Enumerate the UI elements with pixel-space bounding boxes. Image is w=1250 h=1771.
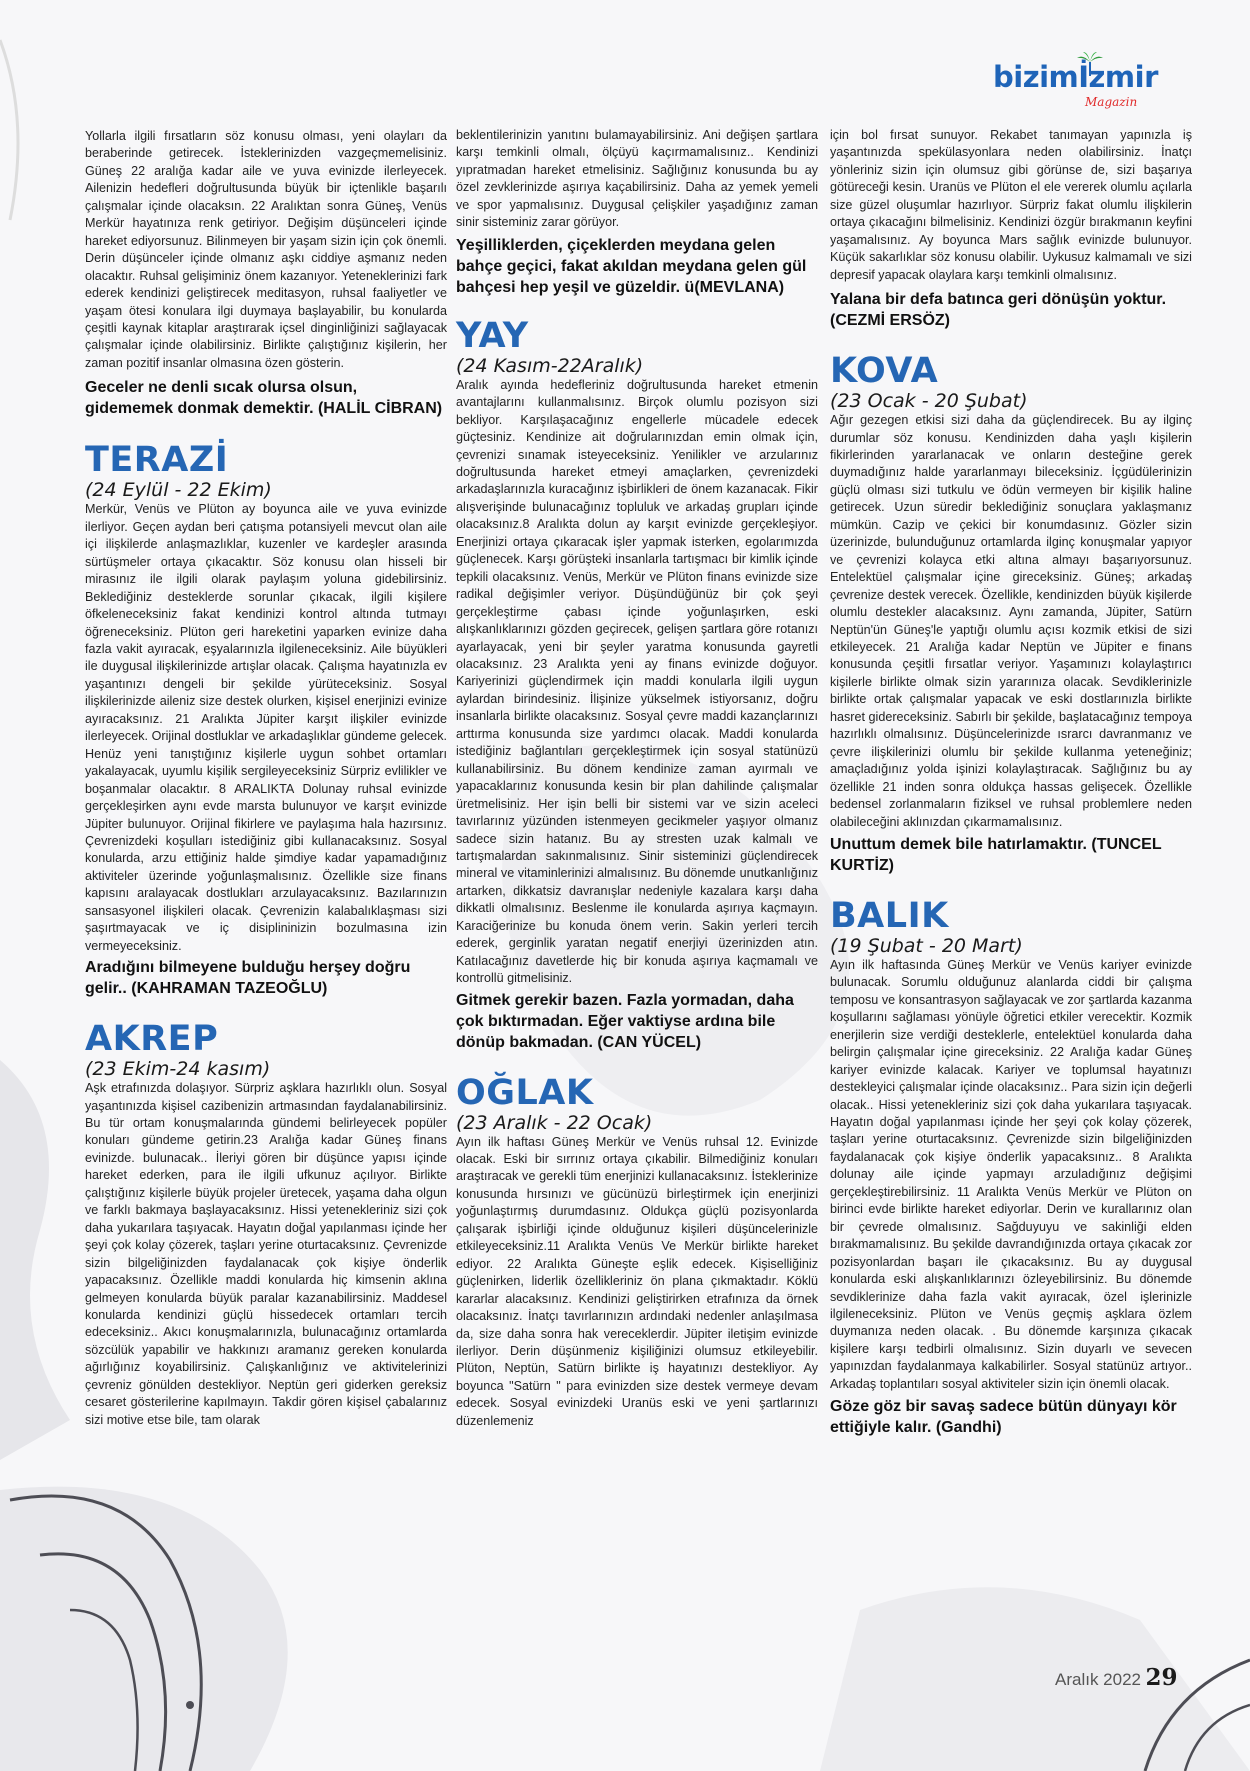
sign-heading-akrep: AKREP	[85, 1019, 219, 1060]
sign-heading-kova: KOVA	[830, 351, 939, 392]
article-column-2	[456, 127, 818, 1430]
sign-date-range: (19 Şubat - 20 Mart)	[830, 934, 1023, 957]
body-text: için bol fırsat sunuyor. Rekabet tanımayan yapınızla iş yaşantınızda spekülasyonlara neden olabilirsiniz. İnatçı yönleriniz sizin için olumsuz gibi görünse de, sizi başarıya götüreceği kesin. Uranüs ve Plüton el ele vererek olumlu açılarla size güzel oluşumlar hazırlıyor. Sürpriz fakat olumlu ilişkilerin ortaya çıkacağını bilmelisiniz. Kendinizi özgür bırakmanın keyfini yaşamalısınız. Ay boyunca Mars sağlık evinizde bulunuyor. Küçük sakarlıklar söz konusu olabilir. Uykusuz kalmamalı ve sizi depresif yapacak olaylara karşı temkinli olmalısınız.	[830, 128, 1192, 282]
article-column-1	[85, 128, 447, 1429]
body-text: beklentilerinizin yanıtını bulamayabilirsiniz. Ani değişen şartlara karşı temkinli olmalı, ölçüyü kaçırmamalısınız.. Kendinizi yıpratmadan hareket etmelisiniz. Sağlığınız konusunda bu ay özel zevklerinizde aşırıya kaçabilirsiniz. Daha az yemek yemeli ve spor yapmalısınız. Duygusal çelişkiler yaşadığınız zaman sinir sisteminiz zarar görüyor.	[456, 128, 818, 230]
body-text: Ayın ilk haftasında Güneş Merkür ve Venüs kariyer evinizde bulunacak. Sorumlu olduğunuz alanlarda ciddi bir çalışma temposu ve konsantrasyon sağlayacak ve zor şartlarda kazanma koşullarını sağlaması yönüyle öğretici etkiler verecektir. Kozmik enerjilerin size verdiği desteklerle, entelektüel konularda daha belirgin çalışmalar içine gireceksiniz. 22 Aralığa kadar Güneş kariyer evinizde kalacak. Kariyer ve toplumsal hayatınızı destekleyici çalışmalar içinde olacaksınız.. Para sizin için değerli olacak.. Hissi yetenekleriniz sizi çok daha yukarılara taşıyacak. Hayatın doğal yapılanması içinde her şeyi çok kolay çözerek, taşları yerine oturtacaksınız. Çevrenizde sizin bilgeliğinizden faydalanacak çok kişiye önderlik yapacaksınız.. 8 Aralıkta dolunay aile içinde yapmayı arzuladığınız değişimi gerçekleştirebilirsiniz. 11 Aralıkta Venüs Merkür ve Plüton on birinci evde birlikte hareket ediyorlar. Derin ve kurallarınız olan bir çevrede olmalısınız. Sağduyuyu ve sakinliği elden bırakmamalısınız. Bu şekilde davrandığınızda ortaya çıkacak zor pozisyonlardan başarı ile çıkacaksınız. Bu ay duygusal konularda eski alışkanlıklarınızı özleyebilirsiniz. Bu dönemde sevdiklerinize daha fazla vakit ayıracak, özel işlerinizle ilgileneceksiniz. Plüton ve Venüs geçmiş aşklara özlem duymanıza neden olacak. . Bu dönemde karşınıza çıkacak kişilere karşı tedbirli olmalısınız. Sizin duyarlı ve sevecen yapınızdan faydalanmaya kalkabilirler. Sosyal statünüz artıyor.. Arkadaş toplantıları sosyal aktiviteler sizin için önemli olacak.	[830, 957, 1192, 1391]
pull-quote: Yalana bir defa batınca geri dönüşün yoktur. (CEZMİ ERSÖZ)	[830, 291, 1167, 330]
article-column-3	[830, 127, 1192, 1438]
pull-quote: Aradığını bilmeyene bulduğu herşey doğru gelir.. (KAHRAMAN TAZEOĞLU)	[85, 959, 411, 998]
sign-heading-oglak: OĞLAK	[456, 1072, 594, 1113]
body-text: Ağır gezegen etkisi sizi daha da güçlendirecek. Bu ay ilginç durumlar söz konusu. Kendinizden daha yaşlı kişilerin fikirlerinden yararlanacak ve onların desteğine gerek duymadığınız halde yararlanmayı bileceksiniz. İçgüdülerinizin güçlü olması sizi tutkulu ve ödün vermeyen bir kişilik haline getirecek. Uzun süredir beklediğiniz sonuçlara yaklaşmanız mümkün. Cazip ve çekici bir konumdasınız. Gözler sizin üzerinizde, bulunduğunuz ortamlarda ilginç konuşmalar yapıyor ve çevrenizi kolayca etki altına almayı başarıyorsunuz. Entelektüel çalışmalar içine gireceksiniz. Güneş; arkadaş çevrenize destek verecek. Özellikle, kendinizden büyük kişilerde olumlu destekler alacaksınız. Aynı zamanda, Jüpiter, Satürn Neptün'ün Güneş'le yaptığı olumlu açısı kozmik etkisi de sizi etkileyecek. 21 Aralığa kadar Neptün ve Jüpiter e finans konusunda çeşitli fırsatlar veriyor. Yaşamınızı kolaylaştırıcı kişilerle birlikte olmak sizin yararınıza olacak. Sevdiklerinizle birlikte ortak çalışmalar yapacak ve eski dostlarınızla birlikte hasret gidereceksiniz. Sabırlı bir şekilde, başlatacağınız tempoya hazırlıklı olmalısınız. Düşüncelerinizde ısrarcı davranmanız ve çevre ilişkilerinizi olumlu bir şekilde kullanma yeteneğiniz; amaçladığınız yolda işinizi kolaylaştıracak. Sağlığınız bu ay özellikle 21 inden sonra oldukça hassas gelişecek. Özellikle bedensel zorlanmaların fiziksel ve ruhsal problemlere neden olabileceğini aklınızdan çıkarmamalısınız.	[830, 413, 1192, 829]
body-text: Aşk etrafınızda dolaşıyor. Sürpriz aşklara hazırlıklı olun. Sosyal yaşantınızda kişisel cazibenizin artmasından faydalanabilirsiniz. Bu tür ortam konuşmalarında gündemi belirleyecek popüler konuları gündeme getirin.23 Aralığa kadar Güneş finans evinizde. bulunacak.. İleriyi gören bir düşünce yapısı içinde hareket ederken, para ile ilgili ufkunuz açılıyor. Birlikte çalıştığınız kişilerle büyük projeler üretecek, yaşama daha olgun ve farklı bakmaya başlayacaksınız. Hissi yetenekleriniz sizi çok daha yukarılara taşıyacak. Hayatın doğal yapılanması içinde her şeyi çok kolay çözerek, taşları yerine oturtacaksınız. Çevrenizde sizin bilgeliğinizden faydalanacak çok kişiye önderlik yapacaksınız. Özellikle maddi konularda hiç kimsenin aklına gelmeyen konularda büyük paralar kazanabilirsiniz. Maddesel konularda kendinizi güçlü hissedecek ortamları tercih edeceksiniz.. Akıcı konuşmalarınızla, bulunacağınız ortamlarda sözcülük yapabilir ve hakkınızı aramanız gereken konularda ağırlığınız koyabilirsiniz. Çalışkanlığınız ve aktivitelerinizi çevreniz gönülden destekliyor. Neptün geri giderken gereksiz cesaret gösterilerine kapılmayın. Takdir gören kişisel çabalarınız sizi motive etse bile, tam olarak	[85, 1081, 447, 1427]
sign-heading-balik: BALIK	[830, 895, 949, 936]
body-text: Aralık ayında hedefleriniz doğrultusunda hareket etmenin avantajlarını kullanmalısınız. Birçok olumlu pozisyon sizi bekliyor. Karşılaşacağınız engellerle mücadele edecek güçtesiniz. Kendinize ait doğrularınızdan emin olmak için, çevrenizi sınamak isteyeceksiniz. Yenilikler ve arzularınız doğrultusunda hareket etmeyi amaçlarken, çevrenizdeki arkadaşlarınızla kuracağınız işbirlikleri de önem kazanacak. Fikir alışverişinde bulunacağınız topluluk ve arkadaş grupları içinde olacaksınız.8 Aralıkta dolun ay karşıt evinizde gerçekleşiyor. Enerjinizi ortaya çıkaracak işler yapmak isterken, egolarımızda güçlenecek. Karşı görüşteki insanlarla tartışmacı bir kimlik içinde tepkili olacaksınız. Venüs, Merkür ve Plüton finans evinizde size radikal değişimler veriyor. Düşündüğünüz bir çok şeyi gerçekleştirme çabası içinde yoğunlaşırken, eski alışkanlıklarınızı gözden geçirecek, gelişen şartlara göre rotanızı ayarlayacak, yeni bir şeyler yaratma konusunda gayretli olacaksınız. 23 Aralıkta yeni ay finans evinizde doğuyor. Kariyerinizi güçlendirmek için maddi konularla ilgili uygun aylardan birindesiniz. İlişinize yükselmek istiyorsanız, doğru insanlarla birlikte olacaksınız. Sosyal çevre maddi kazançlarınızı arttırma konusunda size yardımcı olacak. Maddi konularda istediğiniz bağlantıları gerçekleştirmek için sosyal statünüzü kullanabilirsiniz. Bu dönem kendinize zaman ayırmalı ve yapacaklarınız konusunda kesin bir plan dahilinde çalışmalar üretmelisiniz. Her işin belli bir sistemi var ve sizin aceleci tavırlarınız yüzünden istenmeyen gecikmeler yaşıyor olmanız sadece sizin hatanız. Bu ay stresten uzak kalmalı ve tartışmalardan sakınmalısınız. Sinir sisteminizi güçlendirecek mineral ve vitaminlerinizi almalısınız. Bu dönemde unutkanlığınız artarken, dikkatsiz davranışlar nedeniyle kazalara karşı daha dikkatli olmalısınız. Beslenme ile konularda aşırıya kaçmayın. Karaciğerinize bu konuda önem verin. Sakin yerleri tercih ederek, gerginlik yaratan negatif enerjiyi üzerinizden atın. Katılacağınız davetlerde hiç bir konuda aşırıya kaçmamalı ve kontrollü gitmelisiniz.	[456, 377, 818, 986]
page-number: 29	[1145, 1664, 1178, 1691]
page-footer	[1055, 1664, 1177, 1691]
sign-date-range: (24 Kasım-22Aralık)	[456, 354, 644, 377]
sign-date-range: (24 Eylül - 22 Ekim)	[85, 479, 272, 502]
pull-quote: Gitmek gerekir bazen. Fazla yormadan, daha çok bıktırmadan. Eğer vaktiyse ardına bile dönüp bakmadan. (CAN YÜCEL)	[456, 991, 794, 1051]
brand-subtitle: Magazin	[1085, 95, 1138, 109]
pull-quote: Yeşilliklerden, çiçeklerden meydana gelen bahçe geçici, fakat akıldan meydana gelen gül bahçesi hep yeşil ve güzeldir. ü(MEVLANA)	[456, 236, 807, 296]
sign-date-range: (23 Aralık - 22 Ocak)	[456, 1111, 653, 1134]
sign-heading-terazi: TERAZİ	[85, 440, 229, 481]
body-text: Yollarla ilgili fırsatların söz konusu olması, yeni olayları da beraberinde getirecek. İsteklerinizden vazgeçmemelisiniz. Güneş 22 aralığa kadar aile ve yuva evinizde ilerleyecek. Ailenizin hedefleri doğrultusunda büyük bir içtenlikle başarılı çalışmalar içinde olacaksın. 22 Aralıktan sonra Güneş, Venüs Merkür hayatınıza renk getiriyor. Değişim düşünceleri içinde hareket ediyorsunuz. Bilinmeyen bir yaşam sizin için çok önemli. Derin düşünceler içinde olmanız aşkı ciddiye aşmanız neden olacaktır. Ruhsal gelişiminiz önem kazanıyor. Yeteneklerinizi fark ederek kendinizi geliştirecek meditasyon, ruhsal faaliyetler ve yaşam ötesi konulara ilgi duymaya başlayabilir, bu konularda çeşitli kaynak kitaplar araştırarak içsel dinginliğinizi sağlayacak çalışmalar içinde olabilirsiniz. Birlikte çalıştığınız kişilerin, her zaman pozitif insanlar olmasına özen gösterin.	[85, 129, 447, 370]
sign-date-range: (23 Ocak - 20 Şubat)	[830, 390, 1028, 413]
body-text: Ayın ilk haftası Güneş Merkür ve Venüs ruhsal 12. Evinizde olacak. Eski bir sırrınız ortaya çıkabilir. Bilmediğiniz konuları araştıracak ve gerekli tüm enerjinizi kullanacaksınız. İsteklerinize konusunda hırsınızı ve gücünüzü birleştirmek için enerjinizi yoğunlaştırmış durumdasınız. Oldukça güçlü pozisyonlarda çalışarak işbirliği içinde olduğunuz kişileri düşüncelerinizle etkileyeceksiniz.11 Aralıkta Venüs Ve Merkür birlikte hareket ediyor. 22 Aralıkta Güneşte eşlik edecek. Kişiselliğiniz güçlenirken, liderlik özellikleriniz ön plana çıkmaktadır. Köklü kararlar alacaksınız. Kendinizi geliştirirken etrafınıza da örnek olacaksınız. İnatçı tavırlarınızın ardındaki nedenler anlaşılmasa da, size daha sonra hak vereceklerdir. Jüpiter iletişim evinizde ilerliyor. Derin düşünmeniz kişiliğinizi olumsuz etkileyebilir. Plüton, Neptün, Satürn birlikte iş hayatınızı destekliyor. Ay boyunca "Satürn " para evinizden size destek vermeye devam edecek. Sosyal evinizdeki Uranüs eski ve yeni şartlarınızı düzenlemeniz	[456, 1134, 818, 1428]
brand-name: bizimİzmir	[993, 60, 1158, 94]
body-text: Merkür, Venüs ve Plüton ay boyunca aile ve yuva evinizde ilerliyor. Geçen aydan beri çatışma potansiyeli mevcut olan aile içi ilişkilerde anlaşmazlıklar, kuzenler ve kardeşler arasında sürtüşmeler ortaya çıkacaktır. Söz konusu olan hisseli bir mirasınız ile ilgili olarak paylaşım yoluna gidebilirsiniz. Beklediğiniz desteklerde sorunlar çıkacak, ilgili kişilere öfkeleneceksiniz fakat kendinizi kontrol altında tutmayı öğreneceksiniz. Plüton geri hareketini yaparken evinize daha fazla vakit ayıracak, eşyalarınızla ilgileneceksiniz. Aile büyükleri ile duygusal ilişkilerinizde artışlar olacak. Çalışma hayatınızla ev yaşantınızı dengeli bir şekilde yürüteceksiniz. Sosyal ilişkilerinizde aileniz size destek olurken, kişisel enerjinizi evinize ayıracaksınız. 21 Aralıkta Jüpiter karşıt ilişkiler evinizde ilerleyecek. Orijinal dostluklar ve arkadaşlıklar gündeme gelecek. Henüz yeni tanıştığınız kişilerle uygun sohbet ortamları yakalayacak, uyumlu kişilik sergileyeceksiniz Sürpriz evlilikler ve boşanmalar olacaktır. 8 ARALIKTA Dolunay ruhsal evinizde gerçekleşirken aynı evde marsta bulunuyor ve karşıt evinizde Jüpiter bulunuyor. Orijinal fikirlere ve paylaşıma hala hazırsınız. Çevrenizdeki koşulları istediğiniz gibi kullanacaksınız. Sosyal konularda, arzu ettiğiniz halde şimdiye kadar yapamadığınız aktiviteler üzerinde yoğunlaşmalısınız. Özellikle size finans kapısını aralayacak dostlukları arzulayacaksınız. Bazılarınızın sansasyonel ilişkileri olacak. Çevrenizin kalabalıklaşması sizi şaşırtmayacak ve iç disiplininizin bozulmasına izin vermeyeceksiniz.	[85, 502, 447, 953]
pull-quote: Unuttum demek bile hatırlamaktır. (TUNCEL KURTİZ)	[830, 835, 1162, 874]
sign-heading-yay: YAY	[456, 315, 529, 356]
sign-date-range: (23 Ekim-24 kasım)	[85, 1058, 271, 1081]
issue-date: Aralık 2022	[1055, 1670, 1141, 1689]
brand-logo	[985, 52, 1175, 114]
pull-quote: Göze göz bir savaş sadece bütün dünyayı kör ettiğiyle kalır. (Gandhi)	[830, 1398, 1177, 1437]
pull-quote: Geceler ne denli sıcak olursa olsun, gidememek donmak demektir. (HALİL CİBRAN)	[85, 379, 443, 418]
